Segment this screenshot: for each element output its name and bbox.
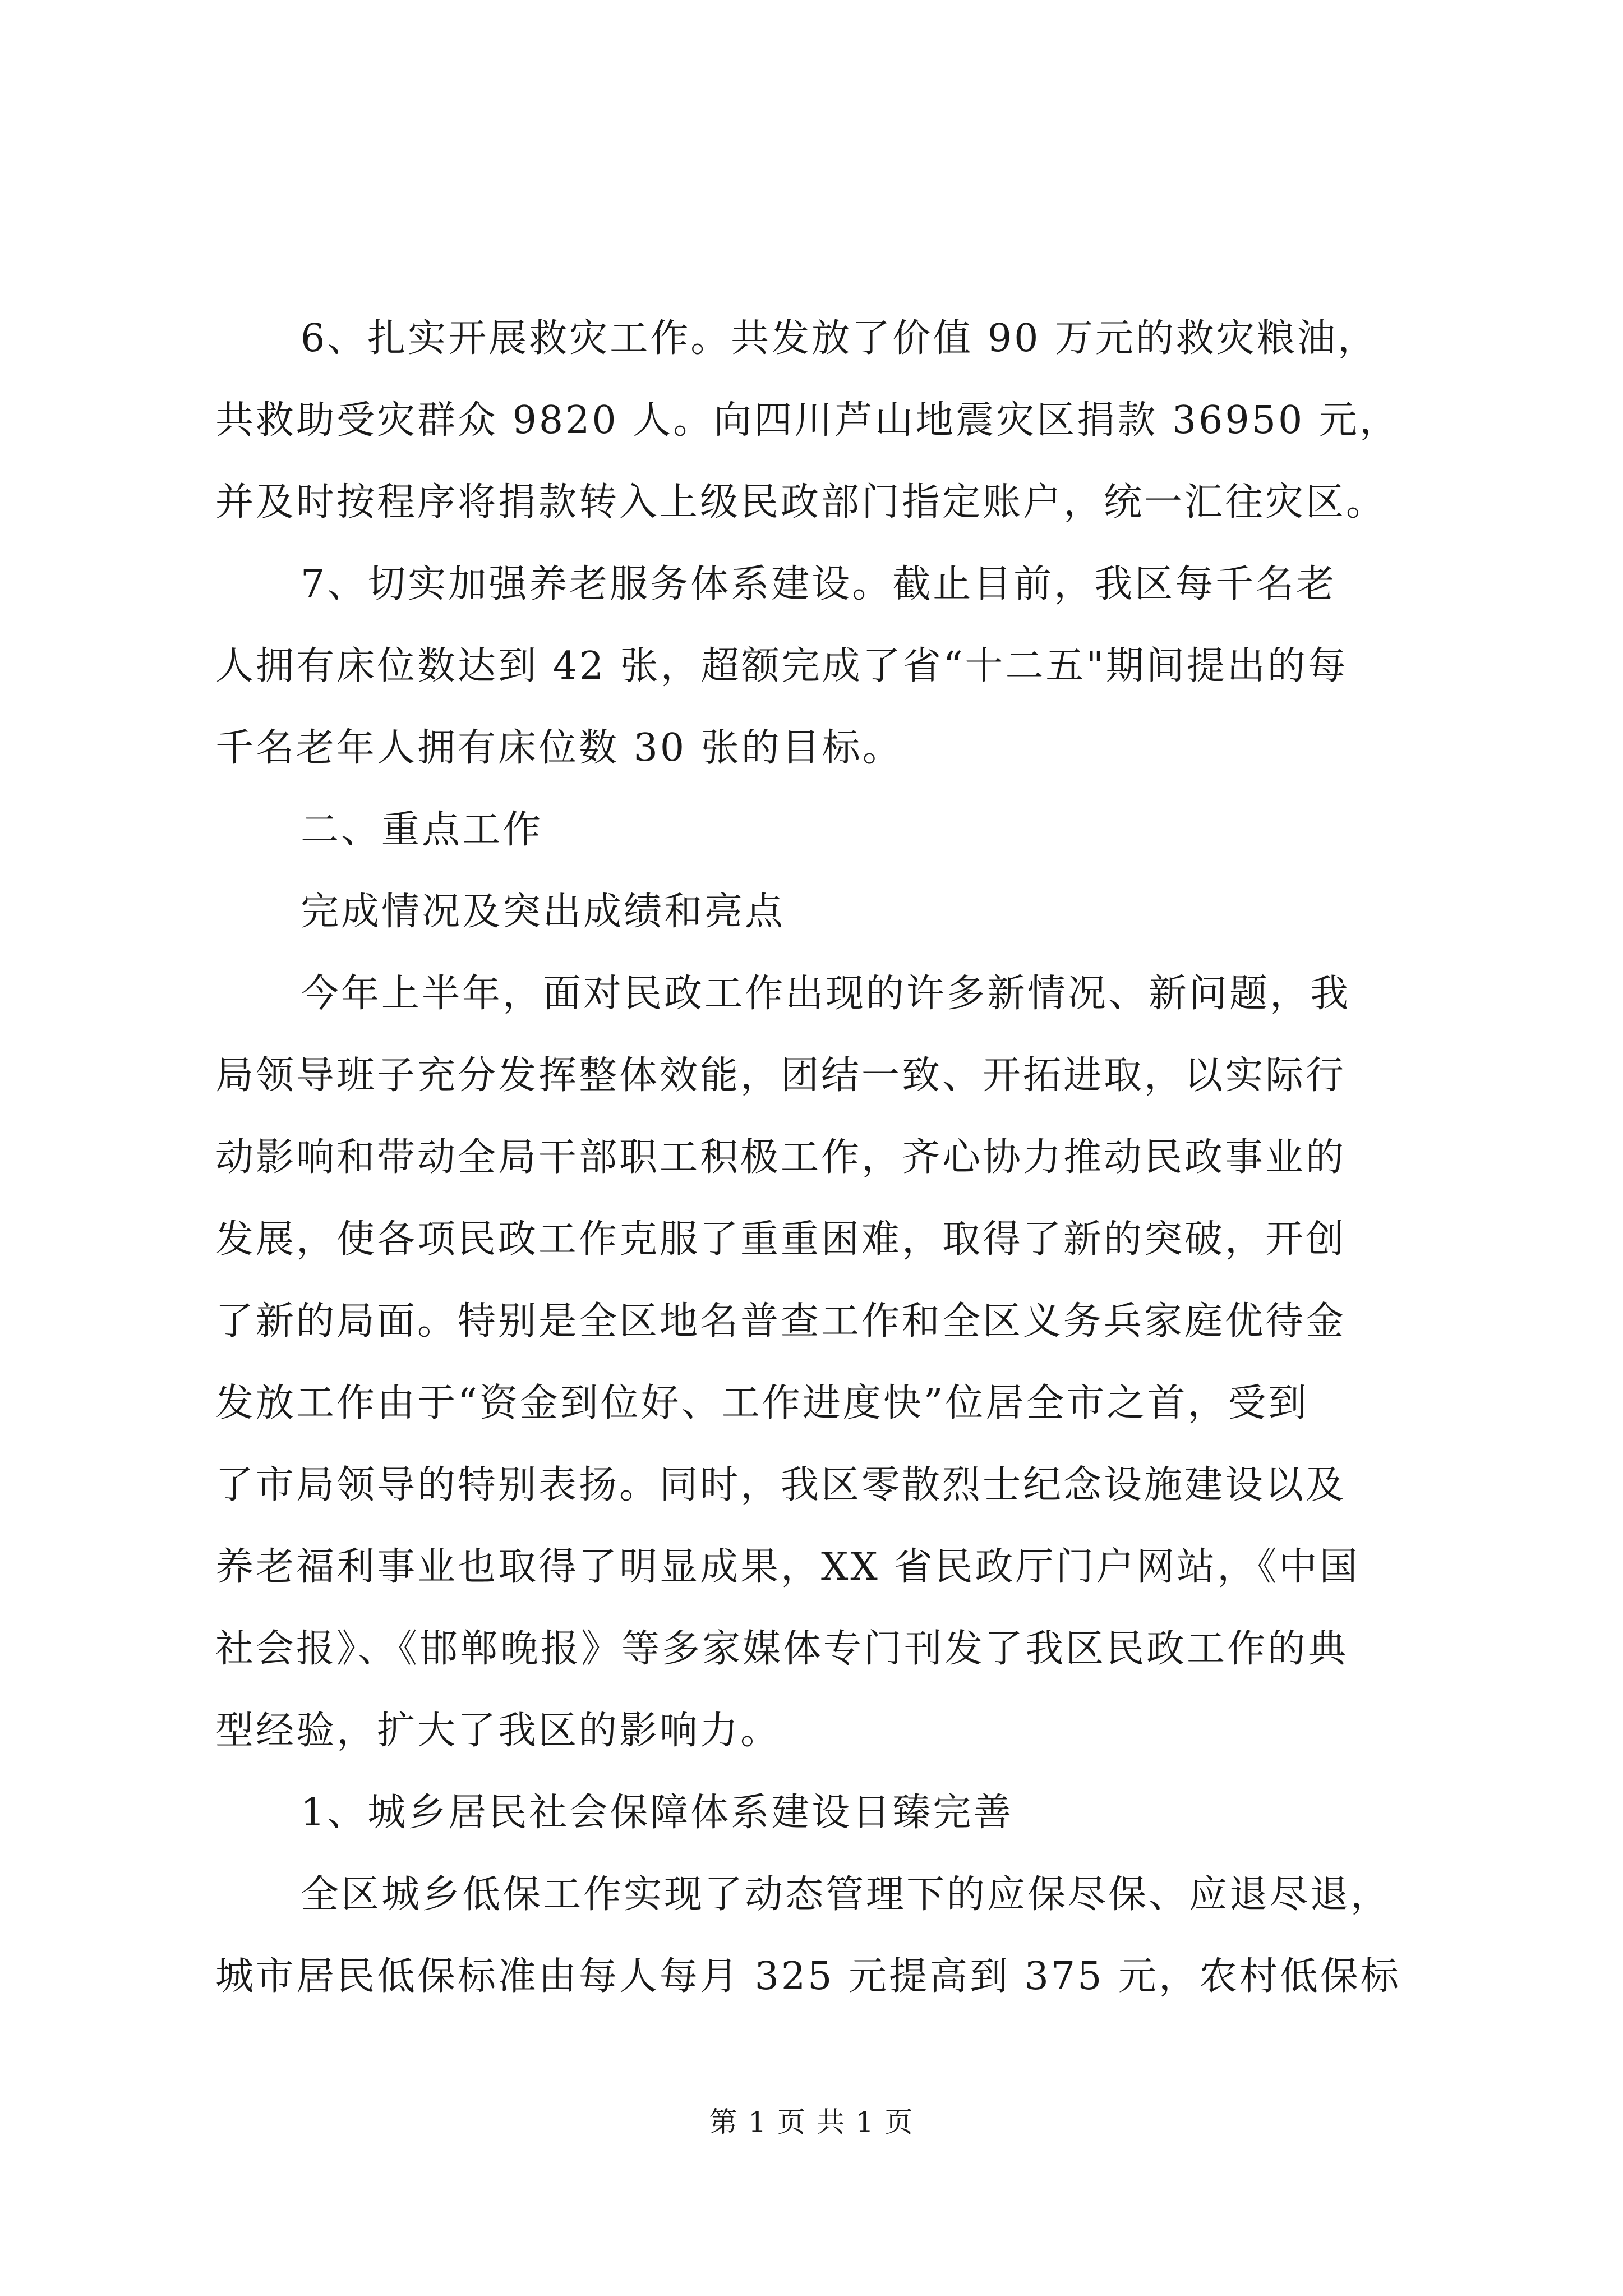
page-number-label: 第 1 页 共 1 页 (709, 2106, 914, 2138)
subsection-heading: 1、城乡居民社会保障体系建设日臻完善 (301, 1791, 1014, 1835)
subsection-heading: 完成情况及突出成绩和亮点 (301, 890, 786, 934)
paragraph-line: 动影响和带动全局干部职工积极工作，齐心协力推动民政事业的 (215, 1135, 1347, 1180)
paragraph-line: 了市局领导的特别表扬。同时，我区零散烈士纪念设施建设以及 (215, 1463, 1347, 1507)
paragraph-line: 发放工作由于“资金到位好、工作进度快”位居全市之首，受到 (215, 1381, 1309, 1425)
paragraph-line: 养老福利事业也取得了明显成果，XX 省民政厅门户网站，《中国 (215, 1545, 1360, 1589)
paragraph-line: 千名老年人拥有床位数 30 张的目标。 (215, 726, 903, 770)
section-heading: 二、重点工作 (301, 808, 543, 852)
paragraph-line: 今年上半年，面对民政工作出现的许多新情况、新问题，我 (301, 972, 1351, 1016)
paragraph-line: 并及时按程序将捐款转入上级民政部门指定账户，统一汇往灾区。 (215, 480, 1387, 524)
paragraph-line: 全区城乡低保工作实现了动态管理下的应保尽保、应退尽退， (301, 1872, 1391, 1917)
paragraph-line: 了新的局面。特别是全区地名普查工作和全区义务兵家庭优待金 (215, 1299, 1347, 1343)
paragraph-line: 城市居民低保标准由每人每月 325 元提高到 375 元，农村低保标 (215, 1954, 1401, 1999)
paragraph-line: 6、扎实开展救灾工作。共发放了价值 90 万元的救灾粮油， (301, 316, 1378, 361)
paragraph-line: 人拥有床位数达到 42 张，超额完成了省“十二五"期间提出的每 (215, 644, 1348, 688)
paragraph-line: 发展，使各项民政工作克服了重重困难，取得了新的突破，开创 (215, 1217, 1347, 1262)
paragraph-line: 7、切实加强养老服务体系建设。截止目前，我区每千名老 (301, 562, 1337, 606)
paragraph-line: 共救助受灾群众 9820 人。向四川芦山地震灾区捐款 36950 元， (215, 398, 1400, 443)
page-footer (0, 2102, 1623, 2142)
paragraph-line: 局领导班子充分发挥整体效能，团结一致、开拓进取，以实际行 (215, 1053, 1347, 1098)
paragraph-line: 社会报》、《邯郸晚报》等多家媒体专门刊发了我区民政工作的典 (215, 1627, 1349, 1671)
paragraph-line: 型经验，扩大了我区的影响力。 (215, 1709, 781, 1753)
